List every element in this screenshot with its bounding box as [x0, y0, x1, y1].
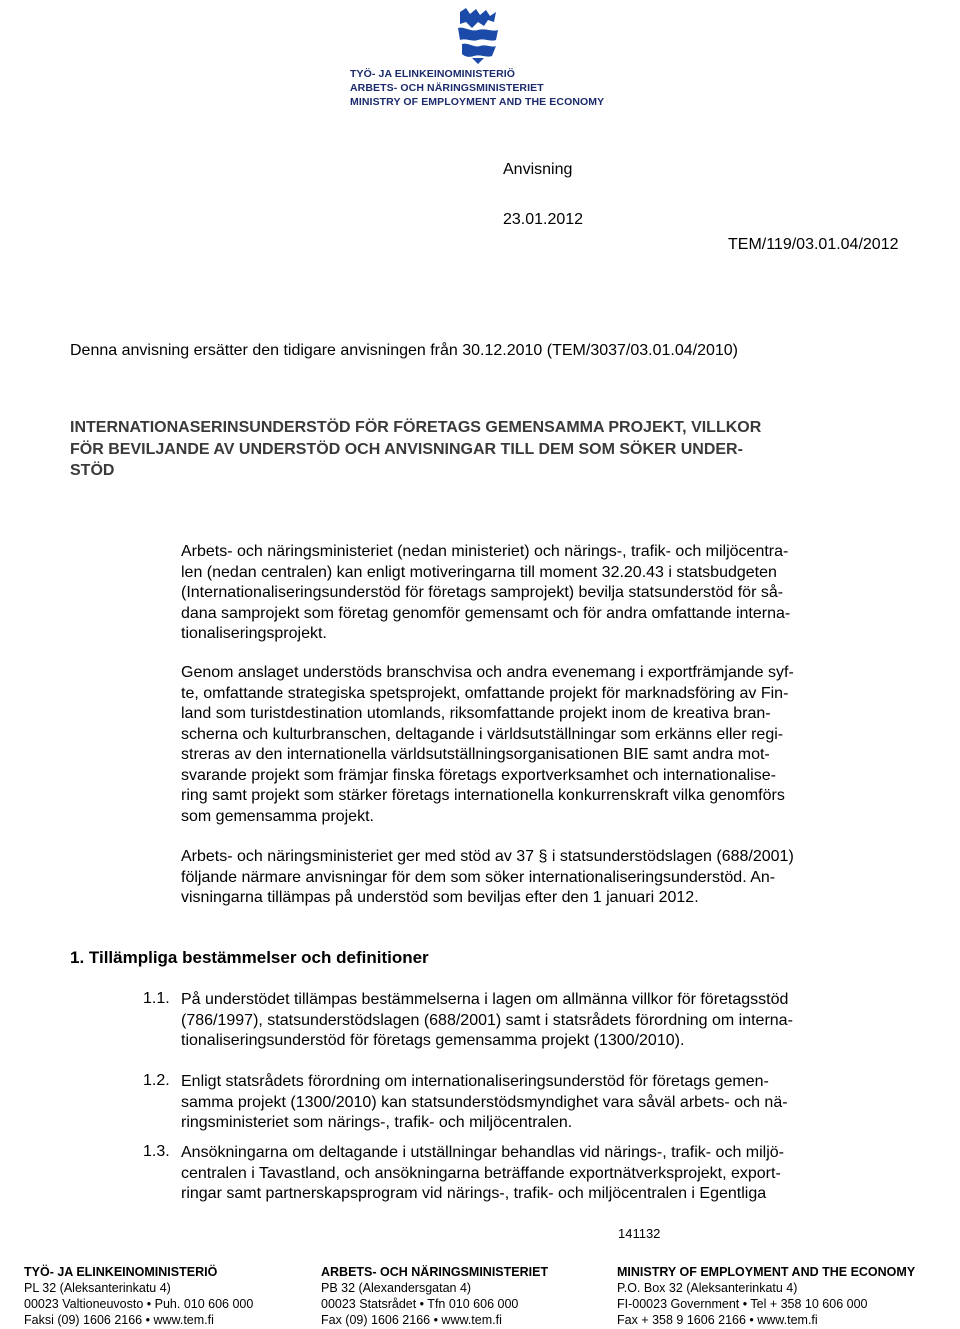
footer-line: Fax + 358 9 1606 2166 • www.tem.fi	[617, 1313, 818, 1327]
item-body	[181, 990, 793, 1052]
paragraph-line: svarande projekt som främjar finska företags exportverksamhet och internationalise-	[181, 766, 776, 784]
item-line: samma projekt (1300/2010) kan statsunderstödsmyndighet vara såväl arbets- och nä-	[181, 1093, 788, 1111]
footer-line: Faksi (09) 1606 2166 • www.tem.fi	[24, 1313, 214, 1327]
document-title	[70, 417, 761, 482]
paragraph-line: som gemensamma projekt.	[181, 807, 374, 825]
footer-line: FI-00023 Government • Tel + 358 10 606 000	[617, 1297, 868, 1311]
item-line: centralen i Tavastland, och ansökningarna beträffande exportnätverksprojekt, export-	[181, 1164, 781, 1182]
paragraph-line: ring samt projekt som stärker företags internationella konkurrenskraft vilka genomförs	[181, 787, 785, 804]
paragraph-line: visningarna tillämpas på understöd som beviljas efter den 1 januari 2012.	[181, 889, 699, 906]
replaces-note: Denna anvisning ersätter den tidigare anvisningen från 30.12.2010 (TEM/3037/03.01.04/2010)	[70, 342, 739, 359]
paragraph-line: Arbets- och näringsministeriet ger med stöd av 37 § i statsunderstödslagen (688/2001)	[181, 848, 794, 865]
paragraph-line: (Internationaliseringsunderstöd för företags samprojekt) bevilja statsunderstöd för så-	[181, 584, 784, 601]
item-body	[181, 1143, 784, 1205]
footer-line: 00023 Valtioneuvosto • Puh. 010 606 000	[24, 1297, 254, 1311]
intro-paragraph-1	[181, 542, 790, 645]
finnish-lion-crest-icon	[452, 6, 504, 64]
item-number: 1.3.	[143, 1143, 170, 1160]
title-line: STÖD	[70, 462, 115, 479]
document-date: 23.01.2012	[503, 211, 584, 228]
title-line: INTERNATIONASERINSUNDERSTÖD FÖR FÖRETAGS GEMENSAMMA PROJEKT, VILLKOR	[70, 419, 762, 436]
paragraph-line: tionaliseringsprojekt.	[181, 625, 327, 642]
item-number: 1.2.	[143, 1072, 170, 1089]
item-line: (786/1997), statsunderstödslagen (688/2001) samt i statsrådets förordning om interna-	[181, 1011, 793, 1029]
document-number: 141132	[618, 1226, 661, 1241]
paragraph-line: scherna och kulturbranschen, deltagande i världsutställningar som erkänns eller regi-	[181, 725, 784, 743]
footer-line: PL 32 (Aleksanterinkatu 4)	[24, 1281, 171, 1295]
intro-paragraph-2	[181, 663, 794, 827]
paragraph-line: te, omfattande strategiska spetsprojekt, omfattande projekt för marknadsföring av Fin-	[181, 684, 789, 702]
item-line: ringsministeriet som närings-, trafik- och miljöcentralen.	[181, 1114, 573, 1131]
ministry-name-swedish: ARBETS- OCH NÄRINGSMINISTERIET	[350, 82, 544, 94]
item-line: tionaliseringsunderstöd för företags gemensamma projekt (1300/2010).	[181, 1032, 685, 1049]
paragraph-line: dana samprojekt som företag genomför gemensamt och för andra omfattande interna-	[181, 604, 791, 622]
paragraph-line: Arbets- och näringsministeriet (nedan ministeriet) och närings-, trafik- och miljöcentra-	[181, 543, 789, 560]
item-line: Ansökningarna om deltagande i utställningar behandlas vid närings-, trafik- och miljö-	[181, 1144, 784, 1161]
footer-line: P.O. Box 32 (Aleksanterinkatu 4)	[617, 1281, 798, 1295]
footer-heading: TYÖ- JA ELINKEINOMINISTERIÖ	[24, 1265, 218, 1279]
paragraph-line: land som turistdestination utomlands, riksomfattande projekt inom de kreativa bran-	[181, 705, 771, 722]
footer-column-english	[617, 1264, 915, 1328]
footer-line: 00023 Statsrådet • Tfn 010 606 000	[321, 1297, 519, 1311]
document-type: Anvisning	[503, 161, 573, 178]
intro-paragraph-3	[181, 847, 794, 909]
footer-column-swedish	[321, 1264, 548, 1328]
item-number: 1.1.	[143, 990, 170, 1007]
paragraph-line: Genom anslaget understöds branschvisa och andra evenemang i exportfrämjande syf-	[181, 664, 794, 681]
footer-column-finnish	[24, 1264, 253, 1328]
paragraph-line: len (nedan centralen) kan enligt motiveringarna till moment 32.20.43 i statsbudgeten	[181, 563, 777, 581]
ministry-name-finnish: TYÖ- JA ELINKEINOMINISTERIÖ	[350, 68, 516, 80]
footer-line: PB 32 (Alexandersgatan 4)	[321, 1281, 472, 1295]
item-line: På understödet tillämpas bestämmelserna i lagen om allmänna villkor för företagsstöd	[181, 991, 789, 1008]
paragraph-line: streras av den internationella världsutställningsorganisationen BIE samt andra mot-	[181, 746, 770, 763]
ministry-name-english: MINISTRY OF EMPLOYMENT AND THE ECONOMY	[350, 96, 605, 108]
item-body	[181, 1072, 788, 1134]
footer-heading: ARBETS- OCH NÄRINGSMINISTERIET	[321, 1265, 549, 1279]
document-reference: TEM/119/03.01.04/2012	[728, 236, 899, 253]
footer-heading: MINISTRY OF EMPLOYMENT AND THE ECONOMY	[617, 1265, 916, 1279]
item-line: Enligt statsrådets förordning om internationaliseringsunderstöd för företags gemen-	[181, 1073, 769, 1090]
title-line: FÖR BEVILJANDE AV UNDERSTÖD OCH ANVISNINGAR TILL DEM SOM SÖKER UNDER-	[70, 440, 743, 458]
paragraph-line: följande närmare anvisningar för dem som söker internationaliseringsunderstöd. An-	[181, 868, 776, 886]
item-line: ringar samt partnerskapsprogram vid närings-, trafik- och miljöcentralen i Egentliga	[181, 1185, 767, 1202]
footer-line: Fax (09) 1606 2166 • www.tem.fi	[321, 1313, 502, 1327]
section-heading: 1. Tillämpliga bestämmelser och definitioner	[70, 948, 429, 967]
